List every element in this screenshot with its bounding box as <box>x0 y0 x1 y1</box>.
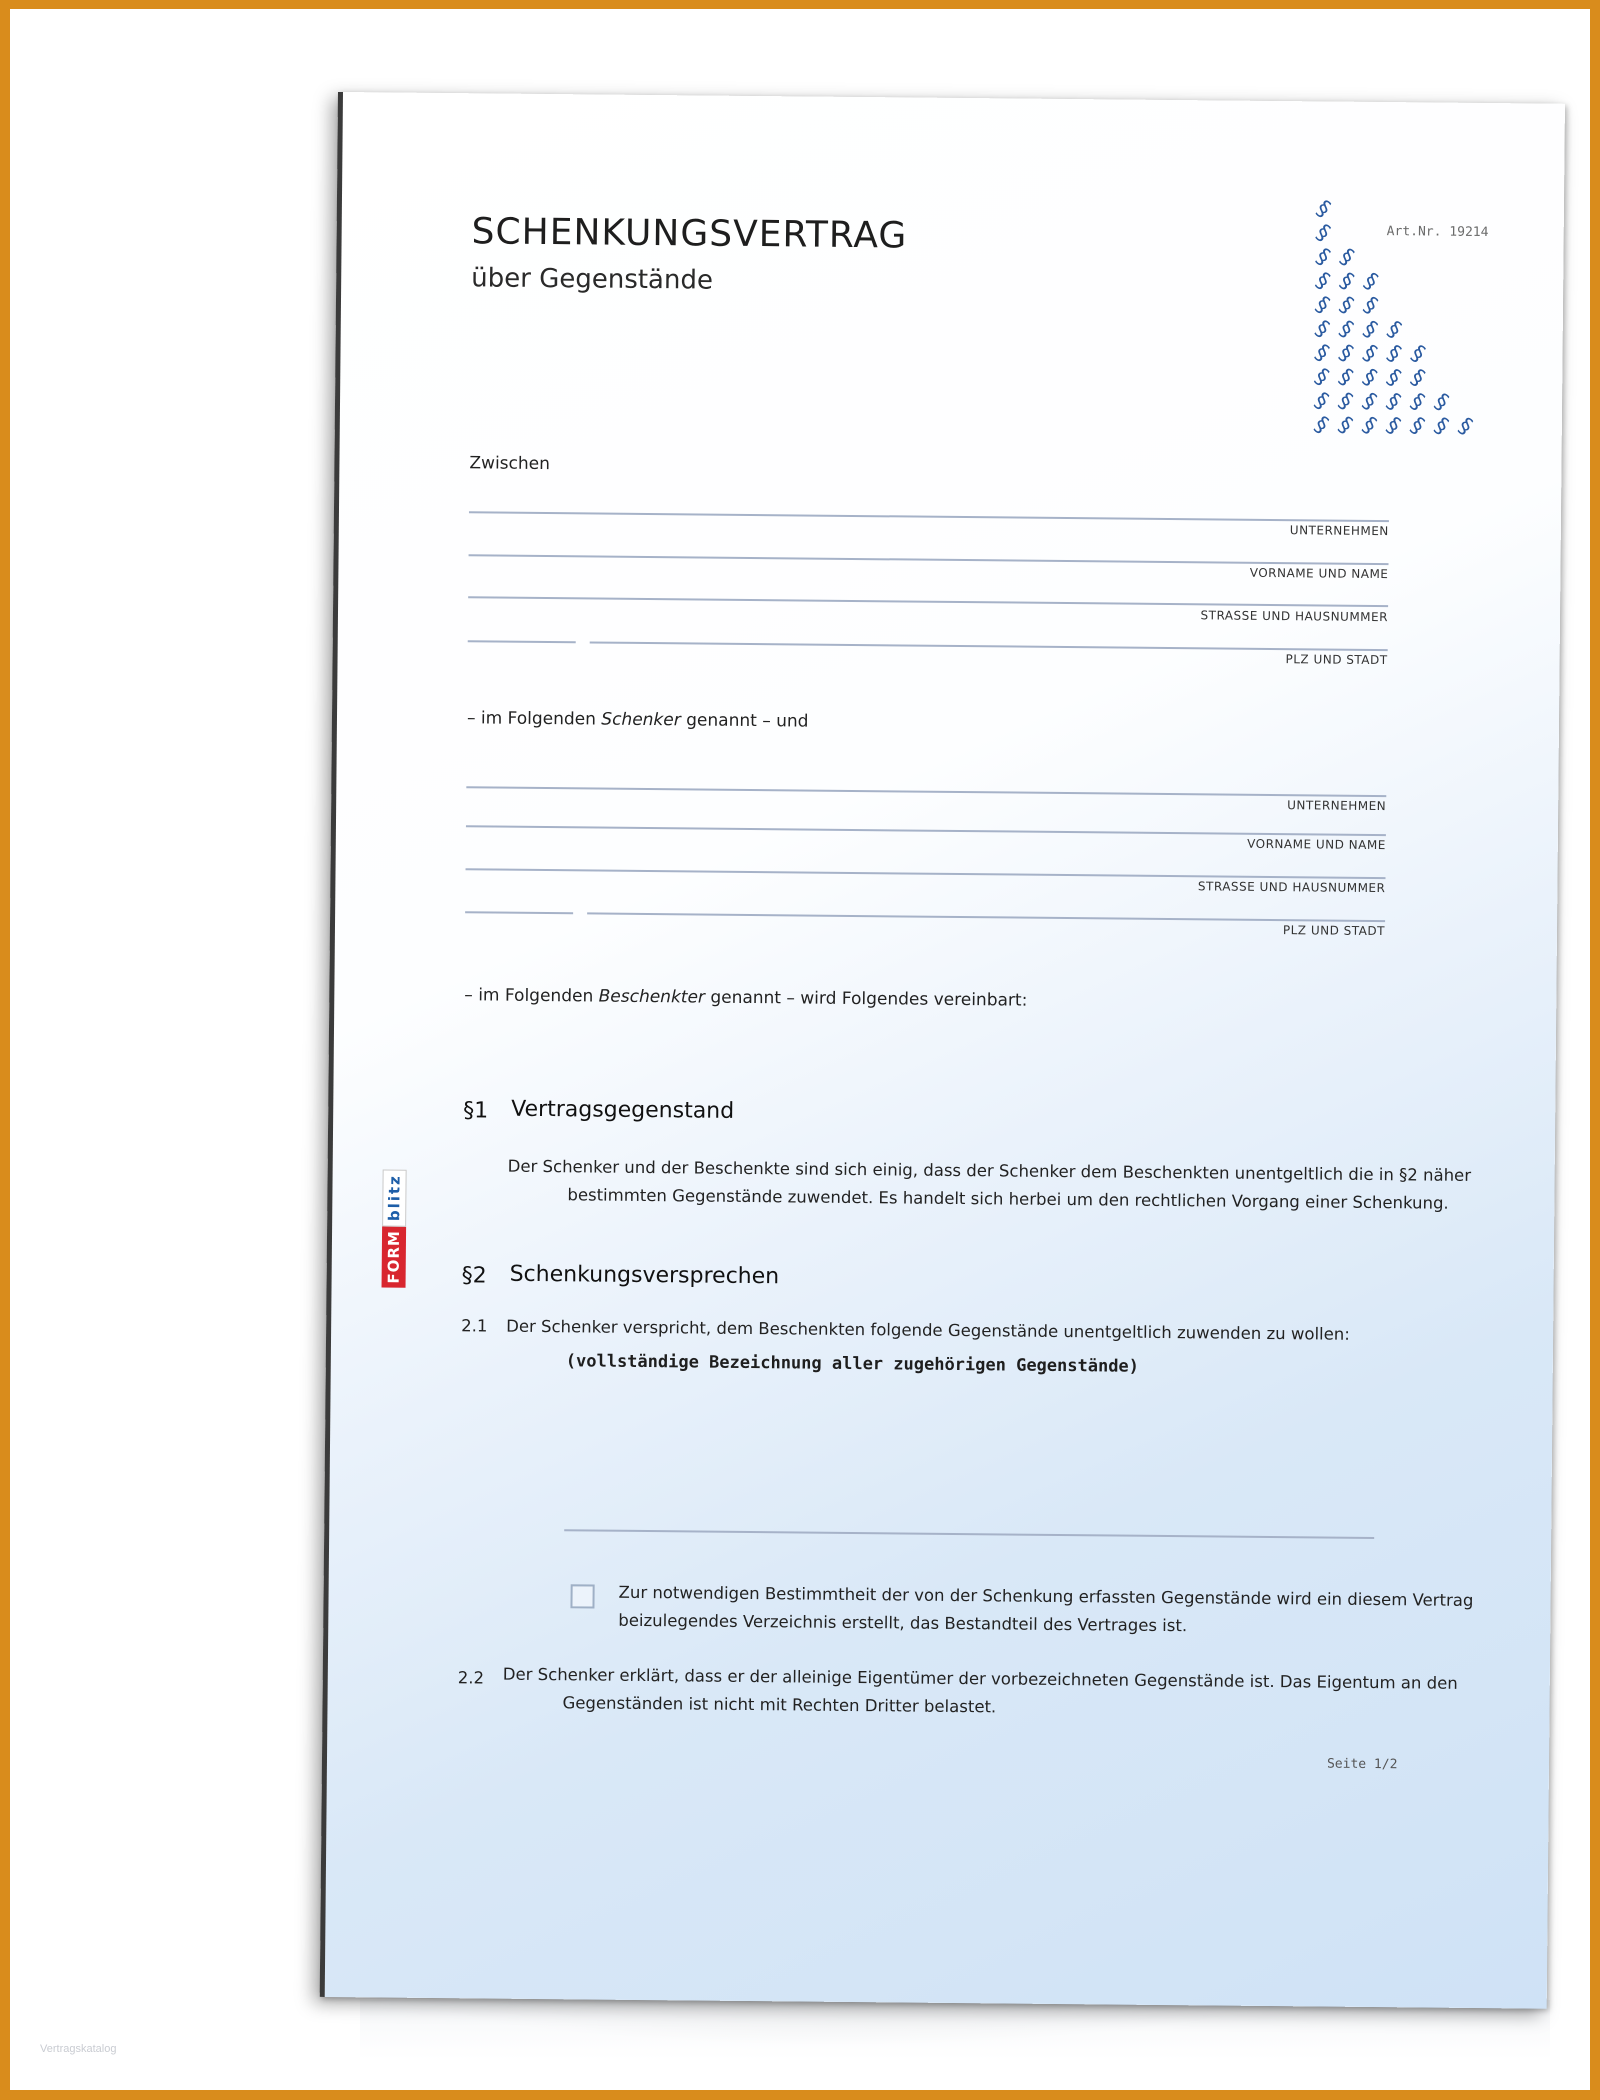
party2-name-label: VORNAME UND NAME <box>1247 836 1386 853</box>
pattern-glyph: § <box>1357 364 1382 392</box>
pattern-glyph: § <box>1406 340 1430 368</box>
pattern-glyph: § <box>1358 340 1382 368</box>
pattern-glyph: § <box>1405 388 1430 416</box>
section1-text-line1: Der Schenker und der Beschenkte sind sich einig, dass der Schenker dem Beschenkten unentgeltlich die in §2 näher <box>507 1156 1472 1185</box>
pattern-glyph: § <box>1311 219 1335 247</box>
clause-2-2-line2: Gegenständen ist nicht mit Rechten Dritter belastet. <box>562 1693 997 1717</box>
pattern-glyph: § <box>1309 411 1333 439</box>
document-subtitle: über Gegenstände <box>471 263 714 296</box>
page-number: Seite 1/2 <box>1326 1756 1398 1773</box>
pattern-glyph: § <box>1310 243 1335 271</box>
formblitz-logo <box>382 1137 407 1287</box>
pattern-glyph: § <box>1382 340 1406 368</box>
party2-zip-line[interactable] <box>465 911 573 914</box>
section2-number: §2 <box>461 1263 487 1289</box>
watermark: Vertragskatalog <box>40 2043 117 2055</box>
pattern-glyph: § <box>1309 387 1334 415</box>
page-reflection <box>360 2000 1550 2060</box>
party1-company-line[interactable] <box>469 511 1389 522</box>
pattern-glyph: § <box>1357 388 1382 416</box>
pattern-glyph: § <box>1333 412 1357 439</box>
pattern-glyph: § <box>1358 316 1382 344</box>
party1-name-line[interactable] <box>469 554 1389 565</box>
clause-2-2-line1: Der Schenker erklärt, dass er der alleinige Eigentümer der vorbezeichneten Gegenstände ist. Das Eigentum an den <box>502 1664 1458 1693</box>
pattern-glyph: § <box>1358 292 1382 320</box>
pattern-glyph: § <box>1405 412 1429 440</box>
party2-role-name: Beschenkter <box>598 986 706 1008</box>
party2-street-label: STRASSE UND HAUSNUMMER <box>1197 879 1386 896</box>
party1-company-label: UNTERNEHMEN <box>1289 523 1389 539</box>
party2-city-line[interactable] <box>587 912 1385 922</box>
pattern-glyph: § <box>1334 292 1358 319</box>
article-number: Art.Nr. 19214 <box>1386 224 1489 241</box>
pattern-glyph: § <box>1357 412 1381 440</box>
party1-street-line[interactable] <box>468 596 1388 607</box>
pattern-glyph: § <box>1311 195 1335 223</box>
clause-2-1-number: 2.1 <box>461 1316 488 1336</box>
party2-name-line[interactable] <box>466 825 1386 836</box>
pattern-glyph: § <box>1334 244 1359 271</box>
clause-2-1-placeholder: (vollständige Bezeichnung aller zugehörigen Gegenstände) <box>565 1351 1140 1377</box>
pattern-glyph: § <box>1405 364 1430 392</box>
pattern-glyph: § <box>1333 364 1358 391</box>
clause-2-1-text: Der Schenker verspricht, dem Beschenkten folgende Gegenstände unentgeltlich zuwenden zu wollen: <box>506 1316 1350 1344</box>
document-page <box>320 92 1565 2009</box>
party1-role-text: – im Folgenden Schenker genannt – und <box>466 708 809 732</box>
pattern-glyph: § <box>1310 291 1334 319</box>
logo-form-part: FORM <box>382 1226 407 1288</box>
pattern-glyph: § <box>1310 339 1334 367</box>
items-entry-line[interactable] <box>564 1529 1374 1539</box>
pattern-glyph: § <box>1429 413 1453 440</box>
clause-2-2-number: 2.2 <box>457 1668 485 1688</box>
party1-city-label: PLZ UND STADT <box>1285 652 1388 668</box>
logo-blitz-part: blitz <box>382 1169 407 1226</box>
checkbox-text-line1: Zur notwendigen Bestimmtheit der von der Schenkung erfassten Gegenstände wird ein diesem Vertrag <box>618 1582 1474 1610</box>
pattern-glyph: § <box>1429 389 1454 416</box>
section1-number: §1 <box>463 1098 489 1124</box>
pattern-glyph: § <box>1382 316 1406 344</box>
pattern-glyph: § <box>1381 412 1405 440</box>
party1-name-label: VORNAME UND NAME <box>1249 565 1389 582</box>
party1-street-label: STRASSE UND HAUSNUMMER <box>1200 608 1389 625</box>
party2-street-line[interactable] <box>466 868 1386 879</box>
attachment-checkbox[interactable] <box>570 1584 594 1608</box>
party1-role-name: Schenker <box>601 709 681 731</box>
party2-company-label: UNTERNEHMEN <box>1287 798 1387 814</box>
pattern-glyph: § <box>1334 268 1359 295</box>
pattern-glyph: § <box>1381 364 1406 392</box>
party2-city-label: PLZ UND STADT <box>1282 923 1386 939</box>
section2-title: Schenkungsversprechen <box>509 1261 780 1290</box>
pattern-glyph: § <box>1309 363 1334 391</box>
section1-title: Vertragsgegenstand <box>511 1096 735 1124</box>
document-title: SCHENKUNGSVERTRAG <box>471 211 908 257</box>
section1-text-line2: bestimmten Gegenstände zuwendet. Es handelt sich herbei um den rechtlichen Vorgang einer Schenkung. <box>567 1185 1449 1213</box>
checkbox-text-line2: beizulegendes Verzeichnis erstellt, das Bestandteil des Vertrages ist. <box>618 1610 1188 1636</box>
pattern-glyph: § <box>1334 340 1358 367</box>
pattern-glyph: § <box>1453 413 1477 441</box>
party1-city-line[interactable] <box>590 641 1388 651</box>
pattern-glyph: § <box>1310 315 1334 343</box>
intro-text: Zwischen <box>469 453 551 475</box>
pattern-glyph: § <box>1310 267 1335 295</box>
party2-company-line[interactable] <box>466 786 1386 797</box>
pattern-glyph: § <box>1333 388 1358 415</box>
party2-role-text: – im Folgenden Beschenkter genannt – wird Folgendes vereinbart: <box>464 985 1028 1011</box>
pattern-glyph: § <box>1358 268 1383 296</box>
pattern-glyph: § <box>1381 388 1406 416</box>
pattern-glyph: § <box>1334 316 1358 343</box>
party1-zip-line[interactable] <box>468 640 576 643</box>
